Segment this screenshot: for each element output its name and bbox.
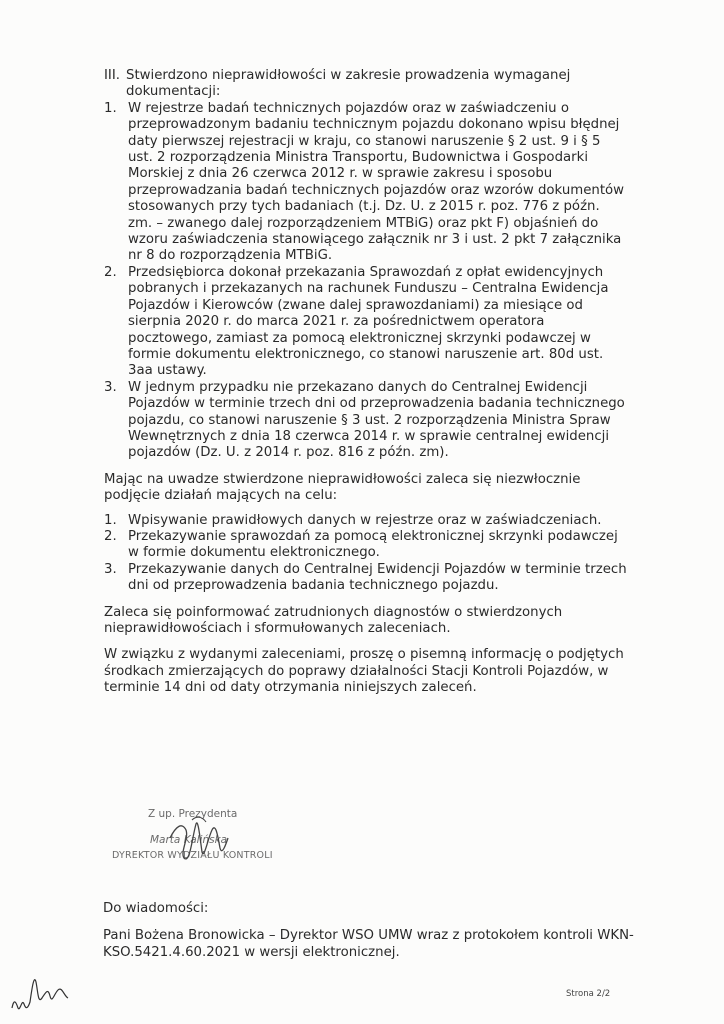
recommendation-number: 3. bbox=[104, 561, 117, 577]
recommendation-item bbox=[104, 561, 628, 595]
recommendation-item bbox=[104, 512, 628, 529]
signature-stamp bbox=[112, 808, 312, 878]
finding-item bbox=[104, 379, 628, 462]
recommendation-text: Przekazywanie danych do Centralnej Ewidencji Pojazdów w terminie trzech dni od przeprowadzenia badania technicznego pojazdu. bbox=[128, 561, 627, 594]
stamp-name: Marta Kalińska bbox=[150, 834, 228, 846]
inform-paragraph: Zaleca się poinformować zatrudnionych diagnostów o stwierdzonych nieprawidłowościach i sformułowanych zaleceniach. bbox=[104, 604, 563, 636]
section-number: III. bbox=[104, 68, 120, 83]
stamp-authorization: Z up. Prezydenta bbox=[148, 808, 238, 820]
recommendation-text: Wpisywanie prawidłowych danych w rejestrze oraz w zaświadczeniach. bbox=[128, 512, 602, 528]
stamp-title: DYREKTOR WYDZIAŁU KONTROLI bbox=[112, 850, 273, 861]
finding-item bbox=[104, 100, 628, 265]
finding-number: 2. bbox=[104, 264, 117, 280]
request-paragraph: W związku z wydanymi zaleceniami, proszę o pisemną informację o podjętych środkach zmierzających do poprawy działalności Stacji Kontroli Pojazdów, w terminie 14 dni od daty otrzymania niniejszych zaleceń. bbox=[104, 647, 624, 696]
finding-item bbox=[104, 264, 628, 380]
recommendation-number: 2. bbox=[104, 528, 117, 544]
distribution-block bbox=[103, 900, 643, 961]
page-number: Strona 2/2 bbox=[566, 989, 611, 999]
section-heading-line1: Stwierdzono nieprawidłowości w zakresie prowadzenia wymaganej bbox=[126, 68, 571, 83]
section-heading-text bbox=[126, 68, 570, 101]
finding-text: W jednym przypadku nie przekazano danych do Centralnej Ewidencji Pojazdów w terminie trzech dni od przeprowadzenia badania technicznego pojazdu, co stanowi naruszenie § 3 ust. 2 rozporządzenia Ministra Spraw Wewnętrznych z dnia 18 czerwca 2014 r. w sprawie centralnej ewidencji pojazdów (Dz. U. z 2014 r. poz. 816 z późn. zm). bbox=[128, 379, 625, 461]
recommendations-list bbox=[104, 512, 628, 595]
findings-list bbox=[104, 100, 628, 462]
finding-text: Przedsiębiorca dokonał przekazania Sprawozdań z opłat ewidencyjnych pobranych i przekazanych na rachunek Funduszu – Centralna Ewidencja Pojazdów i Kierowców (zwane dalej sprawozdaniami) za miesiące od sierpnia 2020 r. do marca 2021 r. za pośrednictwem operatora pocztowego, zamiast za pomocą elektronicznej skrzynki podawczej w formie dokumentu elektronicznego, co stanowi naruszenie art. 80d ust. 3aa ustawy. bbox=[128, 264, 609, 379]
finding-number: 3. bbox=[104, 379, 117, 395]
finding-text: W rejestrze badań technicznych pojazdów oraz w zaświadczeniu o przeprowadzonym badaniu technicznym pojazdu dokonano wpisu błędnej daty pierwszej rejestracji w kraju, co stanowi naruszenie § 2 ust. 9 i § 5 ust. 2 rozporządzenia Ministra Transportu, Budownictwa i Gospodarki Morskiej z dnia 26 czerwca 2012 r. w sprawie zakresu i sposobu przeprowadzania badań technicznych pojazdów oraz wzorów dokumentów stosowanych przy tych badaniach (t.j. Dz. U. z 2015 r. poz. 776 z późn. zm. – zwanego dalej rozporządzeniem MTBiG) oraz pkt F) objaśnień do wzoru zaświadczenia stanowiącego załącznik nr 3 i ust. 2 pkt 7 załącznika nr 8 do rozporządzenia MTBiG. bbox=[128, 100, 625, 264]
cc-recipient: Pani Bożena Bronowicka – Dyrektor WSO UMW wraz z protokołem kontroli WKN-KSO.5421.4.60.2021 w wersji elektronicznej. bbox=[103, 928, 634, 960]
cc-label: Do wiadomości: bbox=[103, 901, 209, 916]
recommendation-number: 1. bbox=[104, 512, 117, 528]
handwritten-signature bbox=[162, 808, 232, 868]
handwritten-initials bbox=[8, 968, 88, 1018]
finding-number: 1. bbox=[104, 100, 117, 116]
recommendation-text: Przekazywanie sprawozdań za pomocą elektronicznej skrzynki podawczej w formie dokumentu elektronicznego. bbox=[128, 528, 618, 561]
recommendation-item bbox=[104, 528, 628, 562]
recommendations-intro: Mając na uwadze stwierdzone nieprawidłowości zaleca się niezwłocznie podjęcie działań mających na celu: bbox=[104, 471, 581, 504]
section-heading-line2: dokumentacji: bbox=[126, 84, 221, 100]
section-heading bbox=[104, 68, 628, 101]
document-body bbox=[104, 68, 628, 697]
